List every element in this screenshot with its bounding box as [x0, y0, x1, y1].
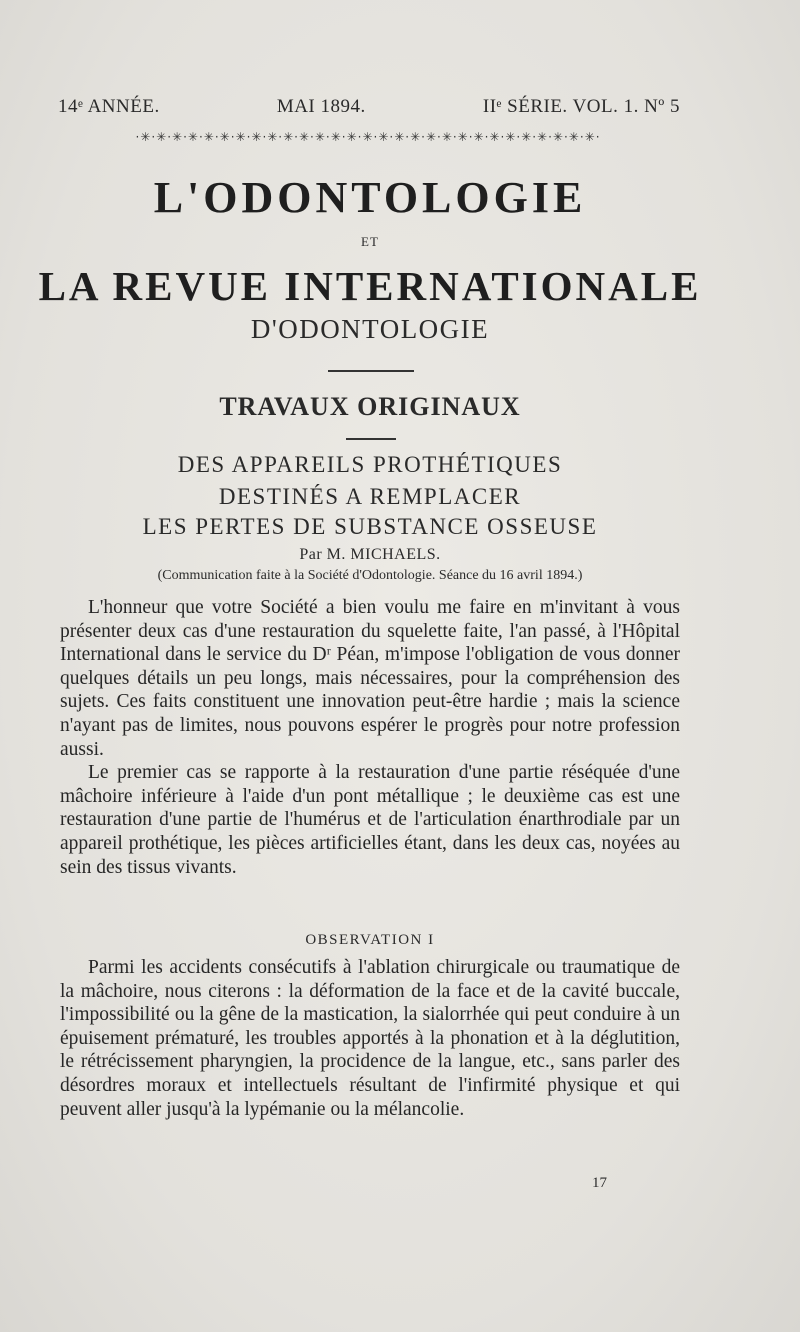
divider-rule: [328, 370, 414, 372]
running-header: [58, 96, 680, 118]
article-title-line: DESTINÉS A REMPLACER: [218, 484, 522, 509]
body-paragraph: Le premier cas se rapporte à la restauration d'une partie réséquée d'une mâchoire inférieure à l'aide d'un pont métallique ; le deuxième cas est une restauration d'une partie de l'humérus et de l'articulation énarthrodiale par un appareil prothétique, les pièces artificielles étant, dans les deux cas, noyées au sein des tissus vivants.: [60, 762, 680, 878]
body-paragraph: Parmi les accidents consécutifs à l'ablation chirurgicale ou traumatique de la mâchoire, nous citerons : la déformation de la face et de la cavité buccale, l'impossibilité ou la gêne de la mastication, la sialorrhée qui peut conduire à un épuisement prématuré, les troubles apportés à la phonation et à la déglutition, le rétrécissement pharyngien, la procidence de la langue, etc., sans parler des désordres moraux et intellectuels résultant de l'infirmité physique et qui peuvent aller jusqu'à la lypémanie ou la mélancolie.: [60, 957, 680, 1120]
communication-note: (Communication faite à la Société d'Odontologie. Séance du 16 avril 1894.): [157, 568, 583, 583]
header-year: 14ᵉ ANNÉE.: [58, 96, 160, 117]
article-title-line: LES PERTES DE SUBSTANCE OSSEUSE: [142, 514, 598, 539]
observation-body: [60, 956, 680, 1121]
page-number: 17: [592, 1175, 607, 1191]
observation-heading: OBSERVATION I: [305, 932, 435, 948]
journal-title: L'ODONTOLOGIE: [153, 173, 587, 222]
journal-title-conjunction: ET: [361, 234, 379, 249]
body-paragraph: L'honneur que votre Société a bien voulu me faire en m'invitant à vous présenter deux cas d'une restauration du squelette faite, l'an passé, à l'Hôpital International dans le service du Dʳ Péan, m'impose l'obligation de vous donner quelques détails un peu longs, mais nécessaires, pour la compréhension des sujets. Ces faits constituent une innovation peut-être hardie ; mais la science n'ayant pas de limites, nous pouvons espérer le progrès pour notre profession aussi.: [60, 597, 680, 760]
journal-title-revue: LA REVUE INTERNATIONALE: [38, 263, 702, 309]
ornament-rule: ·✳·✳·✳·✳·✳·✳·✳·✳·✳·✳·✳·✳·✳·✳·✳·✳·✳·✳·✳·✳·✳·✳·✳·✳·✳·✳·✳·✳·✳·: [135, 130, 601, 144]
header-series: IIᵉ SÉRIE. VOL. 1. Nº 5: [482, 96, 680, 117]
section-heading: TRAVAUX ORIGINAUX: [219, 392, 521, 421]
article-title-line: DES APPAREILS PROTHÉTIQUES: [177, 452, 563, 477]
article-body: [60, 596, 680, 879]
header-date: MAI 1894.: [276, 96, 366, 117]
divider-rule-short: [346, 438, 396, 440]
journal-subtitle: D'ODONTOLOGIE: [250, 314, 490, 344]
article-byline: Par M. MICHAELS.: [299, 546, 441, 563]
